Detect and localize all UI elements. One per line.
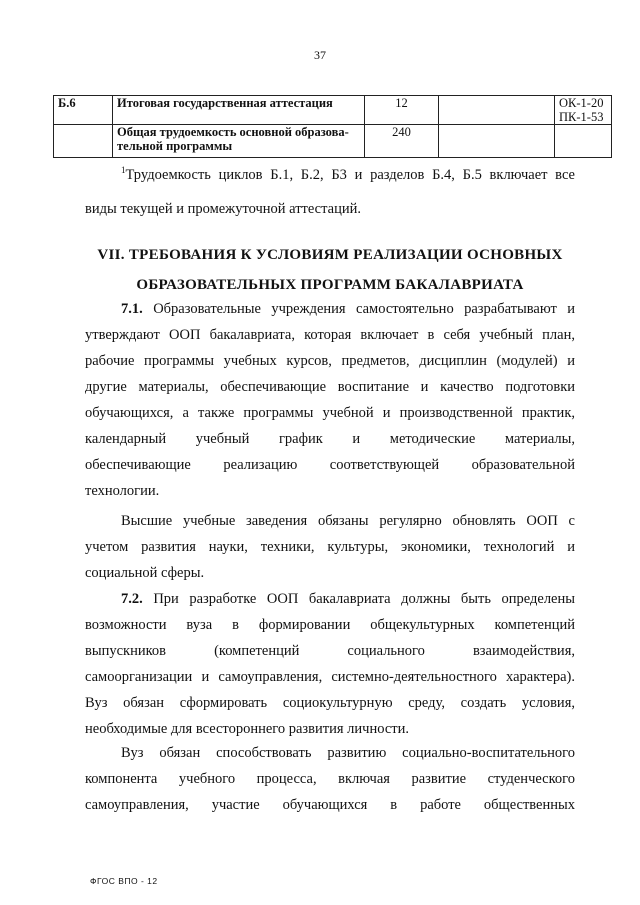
total-label-line: тельной программы (117, 139, 233, 153)
paragraph-line: утверждают ООП бакалавриата, которая включает в себя учебный план, (85, 327, 575, 343)
clause-number: 7.2. (121, 591, 143, 607)
competency-code: ПК-1-53 (559, 110, 604, 124)
competencies (555, 96, 612, 125)
paragraph-line: другие материалы, обеспечивающие воспитание и качество подготовки (85, 379, 575, 395)
paragraph-line: обеспечивающие реализацию соответствующей образовательной (85, 457, 575, 473)
paragraph-7-1 (85, 296, 575, 504)
table-row (54, 125, 612, 158)
paragraph-line: Вуз обязан способствовать развитию социально-воспитательного (121, 745, 575, 761)
empty-cell (439, 96, 555, 125)
page-number: 37 (314, 48, 326, 62)
section-heading (85, 242, 575, 298)
footer-label: ФГОС ВПО - 12 (90, 876, 158, 886)
cycle-name: Итоговая государственная аттестация (113, 96, 365, 125)
footnote (85, 157, 575, 222)
competencies (555, 125, 612, 158)
section-heading-line: VII. ТРЕБОВАНИЯ К УСЛОВИЯМ РЕАЛИЗАЦИИ ОСНОВНЫХ (97, 247, 563, 263)
competency-code: ОК-1-20 (559, 96, 604, 110)
paragraph-line: 7.2. При разработке ООП бакалавриата должны быть определены (121, 591, 575, 607)
paragraph-line: Вуз обязан сформировать социокультурную среду, создать условия, (85, 695, 575, 711)
paragraph-line: возможности вуза в формировании общекультурных компетенций (85, 617, 575, 633)
table-row (54, 96, 612, 125)
paragraph-line: самоорганизации и самоуправления, системно-деятельностного характера). (85, 669, 575, 685)
paragraph-line: Высшие учебные заведения обязаны регулярно обновлять ООП с (121, 513, 575, 529)
footnote-line: виды текущей и промежуточной аттестаций. (85, 200, 361, 217)
paragraph-line: необходимые для всестороннего развития личности. (85, 721, 409, 737)
credit-hours: 12 (365, 96, 439, 125)
total-hours: 240 (365, 125, 439, 158)
paragraph-universities (85, 508, 575, 586)
footnote-mark: 1 (121, 165, 126, 175)
section-heading-line: ОБРАЗОВАТЕЛЬНЫХ ПРОГРАММ БАКАЛАВРИАТА (136, 277, 524, 293)
paragraph-line: технологии. (85, 483, 160, 499)
paragraph-line: компонента учебного процесса, включая развитие студенческого (85, 771, 575, 787)
paragraph-line: рабочие программы учебных курсов, предметов, дисциплин (модулей) и (85, 353, 575, 369)
paragraph-line: 7.1. Образовательные учреждения самостоятельно разрабатывают и (121, 301, 575, 317)
paragraph-vuz (85, 740, 575, 818)
paragraph-line: учетом развития науки, техники, культуры, экономики, технологий и (85, 539, 575, 555)
footnote-line: $^1$Трудоемкость циклов Б.1, Б.2, Б3 и разделов Б.4, Б.5 включает все (121, 165, 575, 183)
cycle-code (54, 125, 113, 158)
empty-cell (439, 125, 555, 158)
paragraph-line: календарный учебный график и методические материалы, (85, 431, 575, 447)
total-label-line: Общая трудоемкость основной образова- (117, 125, 349, 139)
paragraph-line: самоуправления, участие обучающихся в работе общественных (85, 797, 575, 813)
total-label (113, 125, 365, 158)
curriculum-table (53, 95, 612, 158)
clause-number: 7.1. (121, 301, 143, 317)
paragraph-line: обучающихся, а также программы учебной и производственной практик, (85, 405, 575, 421)
cycle-code: Б.6 (54, 96, 113, 125)
paragraph-line: выпускников (компетенций социального взаимодействия, (85, 643, 575, 659)
paragraph-7-2 (85, 586, 575, 742)
paragraph-line: социальной сферы. (85, 565, 205, 581)
